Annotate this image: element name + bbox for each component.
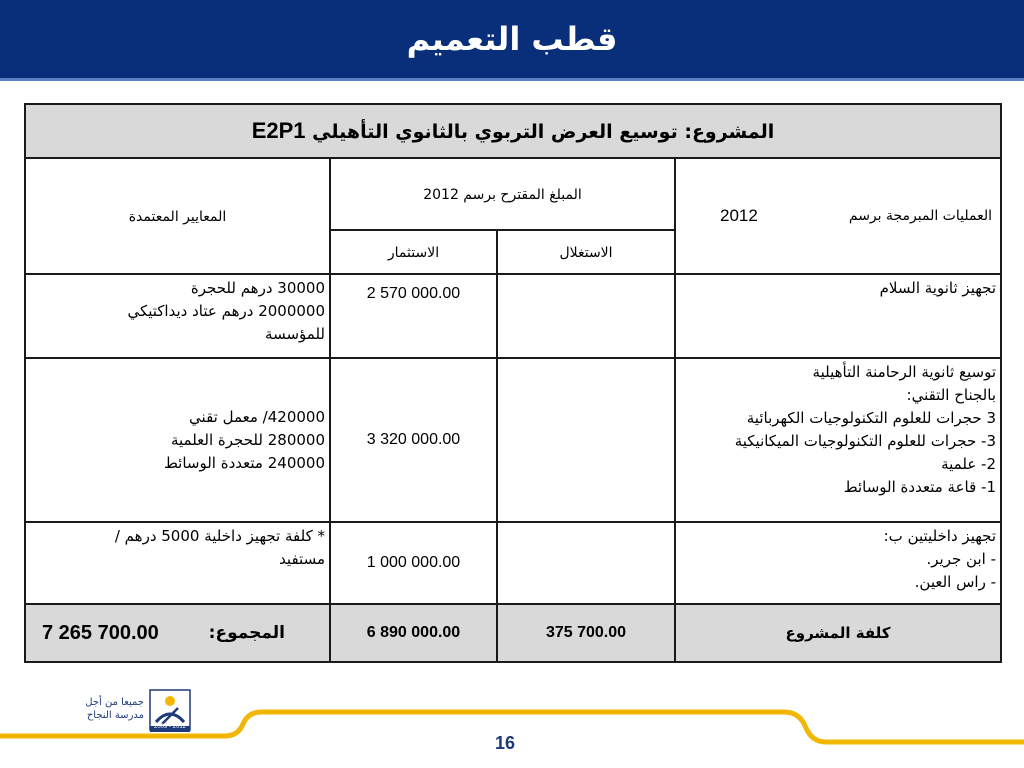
- table-row: [25, 358, 1001, 522]
- row2-operation: توسيع ثانوية الرحامنة التأهيلية بالجناح التقني: 3 حجرات للعلوم التكنولوجيات الكهربائية 3- حجرات للعلوم التكنولوجيات الميكانيكية 2- علمية 1- قاعة متعددة الوسائط: [675, 358, 1001, 522]
- sum-label: المجموع:: [208, 623, 285, 643]
- total-sum: [25, 604, 330, 662]
- row3-operation: تجهيز داخليتين ب: - ابن جرير. - راس العين.: [675, 522, 1001, 604]
- row2-operating: [497, 358, 675, 522]
- total-operating: 375 700.00: [497, 604, 675, 662]
- logo: [52, 688, 192, 734]
- row2-investment: 3 320 000.00: [330, 358, 497, 522]
- total-investment: 6 890 000.00: [330, 604, 497, 662]
- row1-operation: تجهيز ثانوية السلام: [675, 274, 1001, 358]
- header-operating: الاستغلال: [497, 230, 675, 274]
- sum-value: 7 265 700.00: [42, 621, 159, 644]
- row3-criteria: * كلفة تجهيز داخلية 5000 درهم / مستفيد: [25, 522, 330, 604]
- row1-operating: [497, 274, 675, 358]
- project-code: E2P1: [251, 118, 306, 143]
- slide-title: قطب التعميم: [406, 20, 618, 58]
- logo-line1: جميعا من أجل: [85, 697, 144, 708]
- project-label: المشروع: توسيع العرض التربوي بالثانوي التأهيلي: [312, 121, 775, 143]
- project-header-cell: [25, 104, 1001, 158]
- operations-year: 2012: [720, 206, 758, 225]
- title-bar: [0, 0, 1024, 81]
- total-label: كلفة المشروع: [675, 604, 1001, 662]
- row3-operating: [497, 522, 675, 604]
- row2-criteria: 420000/ معمل تقني 280000 للحجرة العلمية 240000 متعددة الوسائط: [25, 358, 330, 522]
- header-investment: الاستثمار: [330, 230, 497, 274]
- table-row: [25, 522, 1001, 604]
- header-criteria: المعايير المعتمدة: [25, 158, 330, 274]
- page-number: 16: [494, 733, 516, 753]
- logo-line2: مدرسة النجاح: [86, 710, 144, 721]
- table-row: [25, 274, 1001, 358]
- project-table: [24, 103, 1002, 663]
- operations-label: العمليات المبرمجة برسم: [848, 208, 992, 224]
- row1-criteria: 30000 درهم للحجرة 2000000 درهم عتاد ديداكتيكي للمؤسسة: [25, 274, 330, 358]
- header-proposed-amount: المبلغ المقترح برسم 2012: [330, 158, 675, 230]
- total-row: [25, 604, 1001, 662]
- row3-investment: 1 000 000.00: [330, 522, 497, 604]
- row1-investment: 2 570 000.00: [330, 274, 497, 358]
- logo-years: 2009 - 2012: [153, 724, 187, 730]
- header-operations: [675, 158, 1001, 274]
